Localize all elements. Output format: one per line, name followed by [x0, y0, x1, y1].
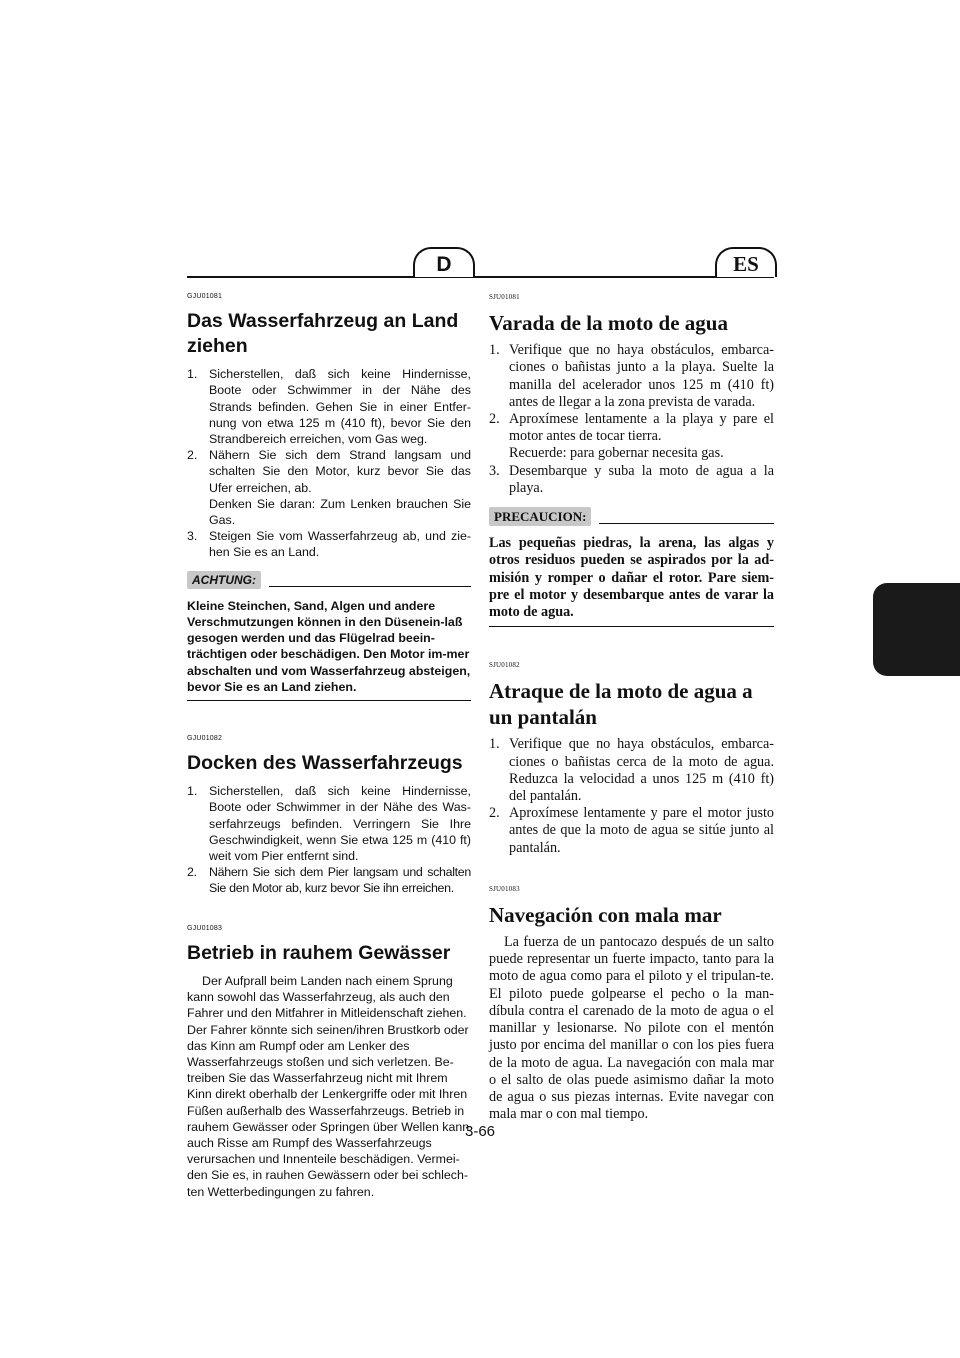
section-heading: Atraque de la moto de agua a un pantalán	[489, 679, 753, 730]
section-code: GJU01083	[187, 924, 223, 932]
step-item	[489, 342, 774, 411]
page-number: 3-66	[464, 1123, 496, 1140]
step-number: 2.	[489, 805, 500, 822]
step-text: Sicherstellen, daß sich keine Hindernisse, Boote oder Schwimmer in der Nähe des Was-serfahrzeugs befinden. Verringern Sie Ihre Geschwindigkeit, wenn Sie etwa 125 m (410 ft) weit vom Pier entfernt sind.	[209, 784, 471, 864]
step-number: 3.	[489, 462, 500, 479]
step-text: Nähern Sie sich dem Pier langsam und schalten Sie den Motor ab, kurz bevor Sie ihn erreichen.	[209, 865, 471, 896]
language-tab-es: ES	[715, 247, 777, 277]
language-tab-de: D	[413, 247, 475, 277]
body-paragraph: Der Aufprall beim Landen nach einem Sprung kann sowohl das Wasserfahrzeug, als auch den Fahrer und den Mitfahrer in Mitleidenschaft ziehen. Der Fahrer könnte sich seinen/ihren Brustkorb oder das Kinn am Rumpf oder am Lenker des Wasserfahrzeugs stoßen und sich verletzen. Be-treiben Sie das Wasserfahrzeug nicht mit Ihrem Kinn direkt oberhalb der Lenkergriffe oder mit Ihren Füßen außerhalb des Wasserfahrzeugs. Betrieb in rauhem Gewässer oder Springen über Wellen kann auch Risse am Rumpf des Wasserfahrzeugs verursachen und Innenteile beschädigen. Vermei-den Sie es, in rauhen Gewässern oder bei schlech-ten Wetterbedingungen zu fahren.	[187, 973, 470, 1199]
spanish-column	[489, 289, 774, 1123]
step-item	[489, 411, 774, 463]
section-code: GJU01081	[187, 293, 223, 300]
section-heading: Betrieb in rauhem Gewässer	[187, 941, 451, 964]
step-list	[489, 342, 774, 497]
section-code: SJU01082	[489, 661, 520, 670]
caution-header	[187, 571, 471, 589]
step-number: 2.	[187, 448, 198, 463]
step-item	[187, 864, 471, 896]
step-item	[489, 736, 774, 805]
step-number: 2.	[489, 411, 500, 428]
step-note: Denken Sie daran: Zum Lenken brauchen Sie Gas.	[209, 496, 471, 528]
body-paragraph: La fuerza de un pantocazo después de un salto puede representar un fuerte impacto, tanto para la moto de agua como para el piloto y el tripulan-te. El piloto puede golpearse el pecho o la man-díbula contra el carenado de la moto de agua o el manillar y lesionarse. No pilote con el mentón justo por encima del manillar o con los pies fuera de la moto de agua. La navegación con mala mar o el salto de olas puede asimismo dañar la moto de agua o sus piezas internas. Evite navegar con mala mar o con mal tiempo.	[489, 934, 774, 1123]
section-heading: Docken des Wasserfahrzeugs	[187, 752, 463, 775]
step-text: Nähern Sie sich dem Strand langsam und schalten Sie den Motor, kurz bevor Sie das Ufer erreichen, ab.	[209, 448, 471, 495]
caution-rule	[599, 523, 774, 524]
step-text: Aproxímese lentamente y pare el motor justo antes de que la moto de agua se sitúe junto al pantalán.	[509, 805, 774, 856]
step-number: 1.	[187, 367, 198, 382]
header-rule	[187, 276, 774, 278]
section-code: SJU01083	[489, 884, 520, 893]
step-item	[489, 805, 774, 857]
step-text: Sicherstellen, daß sich keine Hindernisse, Boote oder Schwimmer in der Nähe des Strands befinden. Gehen Sie in einer Entfer-nung von etwa 125 m (410 ft), bevor Sie den Strandbereich erreichen, vom Gas weg.	[209, 367, 471, 447]
step-number: 3.	[187, 529, 198, 544]
section-heading: Das Wasserfahrzeug an Land ziehen	[187, 310, 459, 358]
caution-text: Kleine Steinchen, Sand, Algen und andere Verschmutzungen können in den Düsenein-laß gesogen werden und das Flügelrad beein-trächtigen oder beschädigen. Den Motor im-mer abschalten und vom Wasserfahrzeug absteigen, bevor Sie es an Land ziehen.	[187, 598, 471, 701]
step-list	[187, 366, 471, 560]
step-text: Verifique que no haya obstáculos, embarca-ciones o bañistas junto a la playa. Suelte la manilla del acelerador unos 125 m (410 ft) antes de llegar a la zona prevista de varada.	[509, 342, 774, 410]
step-text: Aproxímese lentamente a la playa y pare el motor antes de tocar tierra.	[509, 411, 774, 445]
caution-label: ACHTUNG:	[187, 571, 261, 589]
step-item	[187, 366, 471, 447]
section-heading: Varada de la moto de agua	[489, 311, 728, 336]
step-number: 1.	[489, 342, 500, 359]
caution-header	[489, 507, 774, 526]
step-item	[187, 528, 471, 560]
step-text: Desembarque y suba la moto de agua a la playa.	[509, 462, 774, 496]
chapter-thumb-tab	[873, 583, 960, 676]
caution-text: Las pequeñas piedras, la arena, las algas y otros residuos pueden se aspirados por la ad-misión y romper o dañar el rotor. Pare siem-pre el motor y desembarque antes de varar la moto de agua.	[489, 535, 774, 627]
section-code: GJU01082	[187, 735, 223, 743]
section-heading: Navegación con mala mar	[489, 903, 722, 928]
step-number: 2.	[187, 865, 197, 880]
step-number: 1.	[187, 784, 198, 799]
caution-label: PRECAUCION:	[489, 507, 591, 526]
step-item	[187, 447, 471, 528]
step-list	[187, 783, 471, 896]
step-item	[187, 783, 471, 864]
caution-box	[187, 571, 471, 701]
step-list	[489, 736, 774, 856]
caution-box	[489, 507, 774, 627]
step-item	[489, 463, 774, 497]
caution-rule	[269, 586, 471, 587]
step-note: Recuerde: para gobernar necesita gas.	[509, 445, 724, 462]
step-text: Verifique que no haya obstáculos, embarca-ciones o bañistas cerca de la moto de agua. Reduzca la velocidad a unos 125 m (410 ft) del pantalán.	[509, 736, 774, 805]
step-text: Steigen Sie vom Wasserfahrzeug ab, und zie-hen Sie es an Land.	[209, 529, 471, 560]
step-number: 1.	[489, 736, 500, 753]
section-code: SJU01081	[489, 293, 520, 301]
german-column	[187, 289, 471, 1200]
